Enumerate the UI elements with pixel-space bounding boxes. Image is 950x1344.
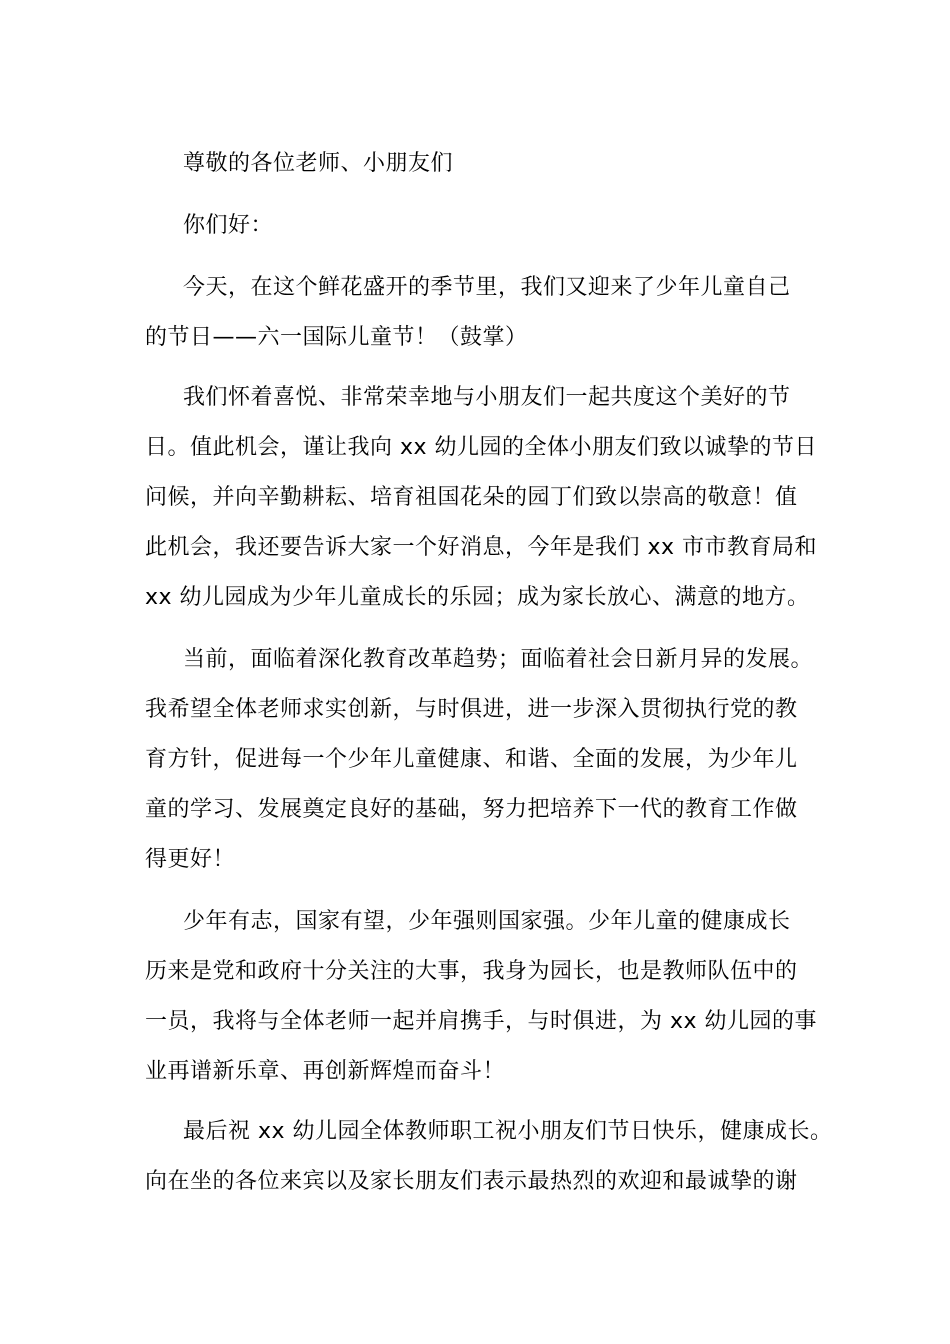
- paragraph-line: xx 幼儿园成为少年儿童成长的乐园；成为家长放心、满意的地方。: [145, 585, 810, 610]
- paragraph-line: 少年有志，国家有望，少年强则国家强。少年儿童的健康成长: [183, 909, 791, 934]
- paragraph-line: 向在坐的各位来宾以及家长朋友们表示最热烈的欢迎和最诚挚的谢: [145, 1169, 798, 1194]
- paragraph-line: 童的学习、发展奠定良好的基础，努力把培养下一代的教育工作做: [145, 797, 798, 822]
- paragraph-line: 我希望全体老师求实创新，与时俱进，进一步深入贯彻执行党的教: [145, 697, 798, 722]
- paragraph-line: 一员，我将与全体老师一起并肩携手，与时俱进，为 xx 幼儿园的事: [145, 1009, 818, 1034]
- paragraph-line: 历来是党和政府十分关注的大事，我身为园长，也是教师队伍中的: [145, 959, 798, 984]
- greeting: 你们好：: [183, 213, 274, 238]
- paragraph-line: 今天，在这个鲜花盛开的季节里，我们又迎来了少年儿童自己: [183, 275, 791, 300]
- paragraph-line: 业再谱新乐章、再创新辉煌而奋斗！: [145, 1059, 506, 1084]
- paragraph-line: 最后祝 xx 幼儿园全体教师职工祝小朋友们节日快乐，健康成长。: [183, 1119, 833, 1144]
- paragraph-line: 日。值此机会，谨让我向 xx 幼儿园的全体小朋友们致以诚挚的节日: [145, 435, 818, 460]
- paragraph-line: 育方针，促进每一个少年儿童健康、和谐、全面的发展，为少年儿: [145, 747, 798, 772]
- paragraph-line: 当前，面临着深化教育改革趋势；面临着社会日新月异的发展。: [183, 647, 814, 672]
- paragraph-line: 问候，并向辛勤耕耘、培育祖国花朵的园丁们致以崇高的敬意！值: [145, 485, 798, 510]
- paragraph-line: 我们怀着喜悦、非常荣幸地与小朋友们一起共度这个美好的节: [183, 385, 791, 410]
- salutation: 尊敬的各位老师、小朋友们: [183, 151, 454, 176]
- paragraph-line: 此机会，我还要告诉大家一个好消息，今年是我们 xx 市市教育局和: [145, 535, 818, 560]
- paragraph-line: 的节日——六一国际儿童节！（鼓掌）: [145, 325, 528, 350]
- paragraph-line: 得更好！: [145, 847, 236, 872]
